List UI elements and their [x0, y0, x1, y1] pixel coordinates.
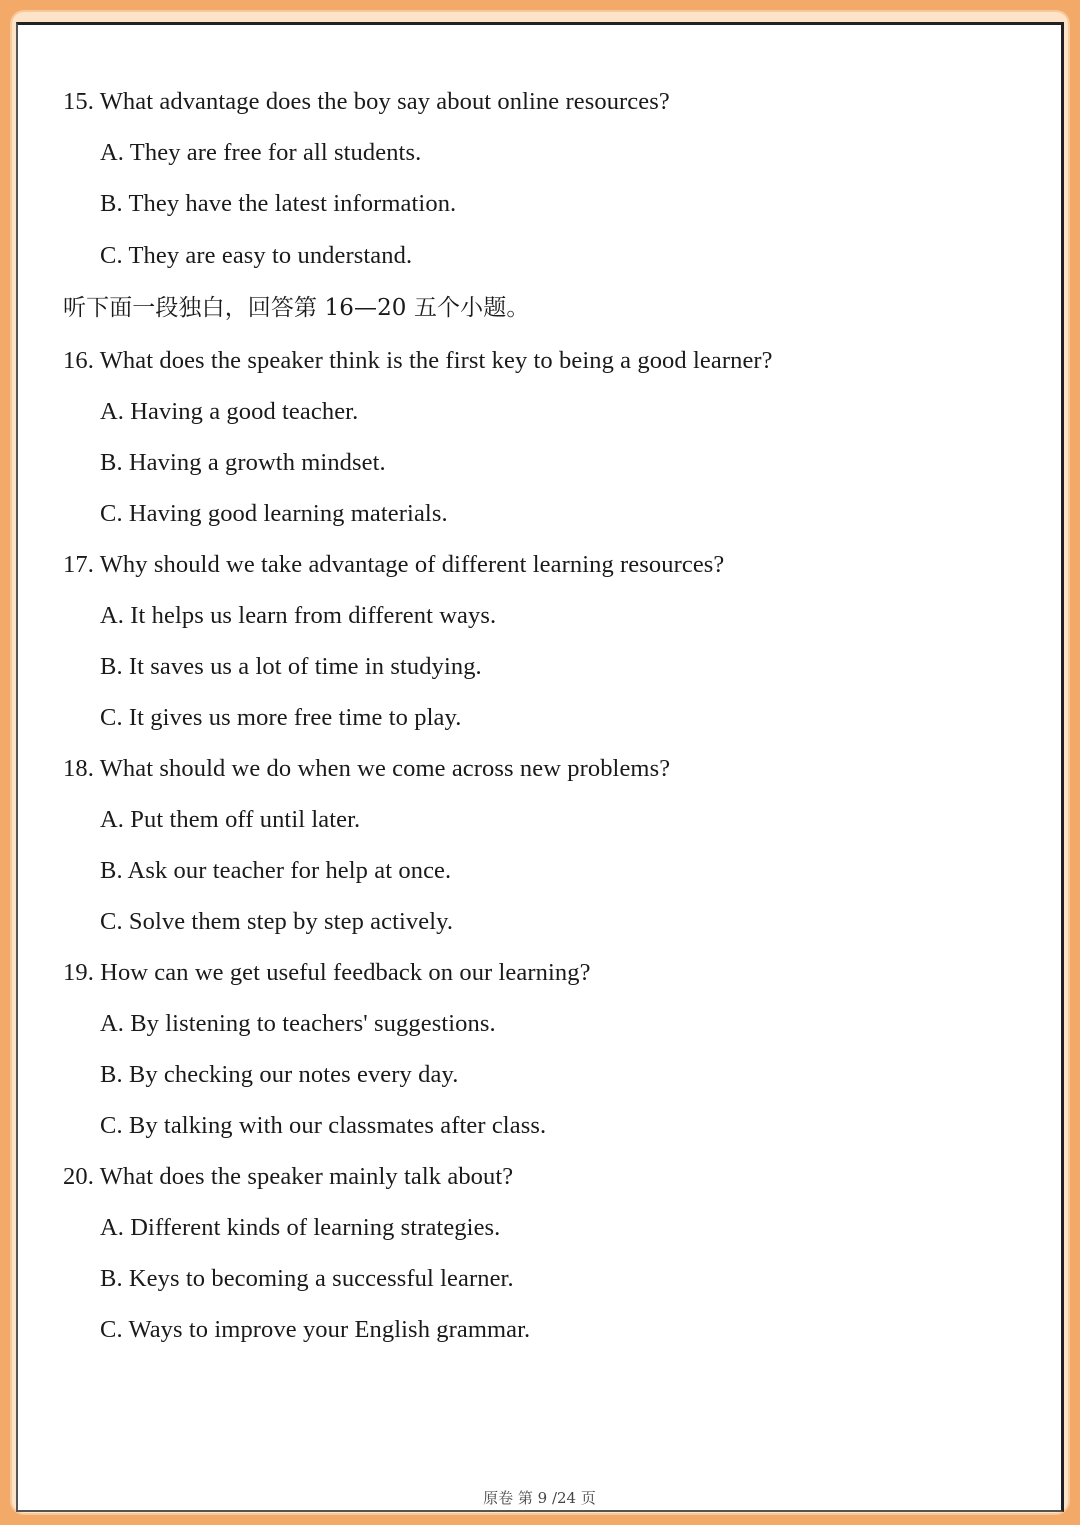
question-16-option-b: B. Having a growth mindset. [100, 449, 386, 476]
page-footer: 原卷 第 9 /24 页 [483, 1489, 596, 1507]
question-20-option-c: C. Ways to improve your English grammar. [100, 1316, 531, 1343]
question-16: 16. What does the speaker think is the first key to being a good learner? [63, 347, 773, 374]
question-19-option-a: A. By listening to teachers' suggestions. [100, 1010, 496, 1037]
question-18-option-a: A. Put them off until later. [100, 806, 361, 833]
question-15-option-a: A. They are free for all students. [100, 139, 422, 166]
question-19: 19. How can we get useful feedback on our learning? [63, 959, 591, 986]
question-17-option-c: C. It gives us more free time to play. [100, 704, 462, 731]
question-18-option-c: C. Solve them step by step actively. [100, 908, 454, 935]
question-16-option-c: C. Having good learning materials. [100, 500, 448, 527]
question-15: 15. What advantage does the boy say about online resources? [63, 88, 670, 115]
question-20: 20. What does the speaker mainly talk about? [63, 1163, 514, 1190]
question-19-option-c: C. By talking with our classmates after class. [100, 1112, 547, 1139]
question-15-option-b: B. They have the latest information. [100, 190, 457, 217]
question-18: 18. What should we do when we come across new problems? [63, 755, 671, 782]
question-18-option-b: B. Ask our teacher for help at once. [100, 857, 452, 884]
question-16-option-a: A. Having a good teacher. [100, 398, 359, 425]
question-17-option-a: A. It helps us learn from different ways. [100, 602, 497, 629]
question-17-option-b: B. It saves us a lot of time in studying. [100, 653, 482, 680]
question-15-option-c: C. They are easy to understand. [100, 242, 413, 269]
question-19-option-b: B. By checking our notes every day. [100, 1061, 459, 1088]
question-20-option-a: A. Different kinds of learning strategies. [100, 1214, 501, 1241]
section-instruction: 听下面一段独白，回答第 16—20 五个小题。 [63, 295, 530, 321]
question-17: 17. Why should we take advantage of different learning resources? [63, 551, 725, 578]
document-page [16, 22, 1064, 1512]
question-20-option-b: B. Keys to becoming a successful learner. [100, 1265, 514, 1292]
